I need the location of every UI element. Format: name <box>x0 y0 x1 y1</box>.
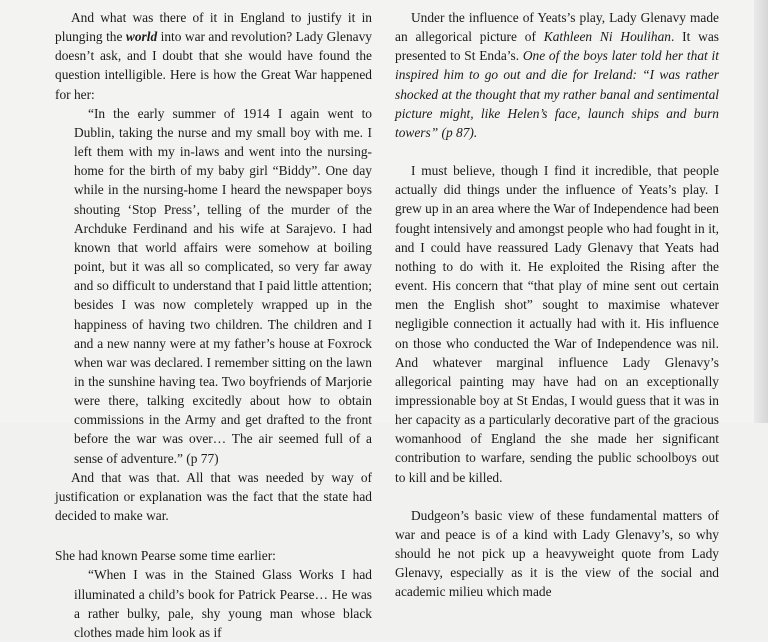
text-run: into war and revolution? Lady Glenavy doesn’t ask, and I doubt that she would have found the question intelligible. Here is how the Great War happened for her: <box>55 29 372 102</box>
page-edge <box>754 0 768 423</box>
paragraph: I must believe, though I find it incredible, that people actually did things under the influence of Yeats’s play. I grew up in an area where the War of Independence had been fought intensively and amongst people who had fought in it, and I could have reassured Lady Glenavy that Yeats had nothing to do with it. He exploited the Rising after the event. His concern that “that play of mine sent out certain men the English shot” sought to maximise whatever negligible connection it actually had with it. His influence on those who conducted the War of Independence was nil. And whatever marginal influence Lady Glenavy’s allegorical painting may have had on an exceptionally impressionable boy at St Endas, I would guess that it was in her capacity as a particularly decorative part of the gracious womanhood of England the she made her significant contribution to warfare, sending the public schoolboys out to kill and be killed. <box>395 163 719 485</box>
block-quote: “When I was in the Stained Glass Works I had illuminated a child’s book for Patrick Pearse… He was a rather bulky, pale, shy young man whose black clothes made him look as if <box>74 567 372 640</box>
text-run: And what was there of it in England to justify it in plunging the <box>55 10 372 45</box>
paragraph: Dudgeon’s basic view of these fundamental matters of war and peace is of a kind with Lady Glenavy’s, so why should he not pick up a heavyweight quote from Lady Glenavy, especially as it is the view of the social and academic milieu which made <box>395 507 719 600</box>
italic-run: One of the boys later told her that it inspired him to go out and die for Ireland: “I was rather shocked at the thought that my rather banal and sentimental picture might, like Helen’s face, launch ships and burn towers” (p 87). <box>395 48 719 140</box>
title-kathleen: Kathleen Ni Houlihan <box>543 29 671 45</box>
left-column <box>55 8 372 642</box>
block-quote: “In the early summer of 1914 I again went to Dublin, taking the nurse and my small boy with me. I left them with my in-laws and went into the nursing-home for the birth of my baby girl “Biddy”. One day while in the nursing-home I heard the newspaper boys shouting ‘Stop Press’, telling of the murder of the Archduke Ferdinand and his wife at Sarajevo. I had known that world affairs were somehow at boiling point, but it was all so complicated, so very far away and so difficult to understand that I paid little attention; besides I was now completely wrapped up in the happiness of having two children. The children and I and a new nanny were at my father’s house at Foxrock when war was declared. I remember sitting on the lawn in the sunshine having tea. Two boyfriends of Marjorie were there, talking excitedly about how to obtain commissions in the Army and get drafted to the front before the war was over… The air seemed full of a sense of adventure.” (p 77) <box>74 105 372 466</box>
paragraph <box>55 8 372 104</box>
right-column <box>395 8 719 602</box>
paragraph: She had known Pearse some time earlier: <box>55 548 276 564</box>
paragraph <box>395 8 719 142</box>
paragraph: And that was that. All that was needed by way of justification or explanation was the fact that the state had decided to make war. <box>55 469 372 524</box>
text-run: . It was presented to St Enda’s. <box>395 29 719 64</box>
text-run: Under the influence of Yeats’s play, Lady Glenavy made an allegorical picture of <box>395 10 719 45</box>
emphasis-world: world <box>125 29 158 45</box>
